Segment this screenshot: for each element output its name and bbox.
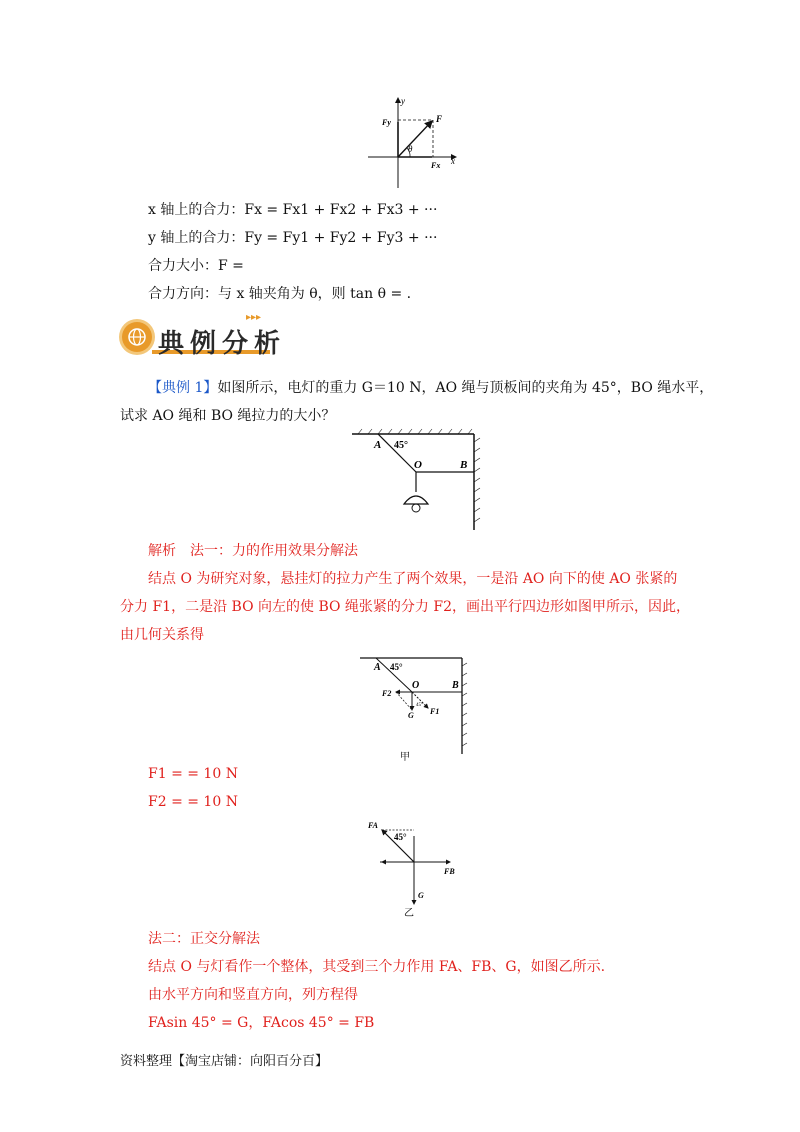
example-line-1 — [148, 378, 713, 398]
wall-hatch — [474, 438, 480, 522]
jia-label-a: A — [374, 662, 381, 673]
jia-label-small-angle: 45° — [416, 703, 423, 708]
magnitude-formula: 合力大小：F = — [148, 258, 244, 274]
banner-title: 典例分析 — [158, 329, 287, 359]
x-sum-expr: Fx = Fx1 + Fx2 + Fx3 + ··· — [244, 202, 438, 218]
banner-emblem-icon — [122, 322, 152, 352]
jia-label-angle: 45° — [390, 662, 403, 672]
lamp-figure — [348, 428, 488, 532]
force-f-arrow — [398, 121, 432, 157]
label-b: B — [460, 459, 468, 471]
banner-arrows: ▸▸▸ — [246, 312, 262, 323]
example-line-2: 试求 AO 绳和 BO 绳拉力的大小？ — [120, 408, 336, 424]
figure-jia — [356, 654, 476, 768]
equation-f1: F1 = = 10 N — [148, 766, 238, 782]
yi-label-fb: FB — [444, 867, 455, 876]
y-sum-formula — [148, 228, 437, 248]
y-sum-expr: Fy = Fy1 + Fy2 + Fy3 + ··· — [244, 230, 438, 246]
lamp-bulb — [412, 504, 420, 512]
solution-heading: 解析 法一：力的作用效果分解法 — [148, 543, 358, 559]
f-label: F — [436, 114, 443, 124]
jia-wall-hatch — [462, 663, 467, 746]
jia-label-o: O — [412, 680, 420, 691]
x-sum-formula — [148, 200, 437, 220]
method2-line-2: 由水平方向和竖直方向，列方程得 — [148, 987, 358, 1003]
jia-label-f1: F1 — [430, 707, 440, 716]
example-tag: 【典例 1】 — [148, 380, 218, 396]
yi-label-g: G — [418, 891, 424, 900]
method2-line-1: 结点 O 与灯看作一个整体，其受到三个力作用 FA、FB、G，如图乙所示. — [148, 959, 606, 975]
label-a: A — [374, 439, 382, 451]
fy-label: Fy — [382, 118, 391, 127]
yi-label-fa: FA — [368, 821, 378, 830]
solution-para-1: 结点 O 为研究对象，悬挂灯的拉力产生了两个效果，一是沿 AO 向下的使 AO 张紧的 — [148, 571, 678, 587]
lamp-shade — [404, 496, 428, 504]
jia-parallel-dash — [396, 692, 412, 710]
direction-formula: 合力方向：与 x 轴夹角为 θ，则 tan θ = . — [148, 286, 412, 302]
solution-para-2: 分力 F1，二是沿 BO 向左的使 BO 绳张紧的分力 F2，画出平行四边形如图甲所示，因此， — [120, 599, 690, 615]
y-axis-label: y — [401, 96, 405, 106]
fx-label: Fx — [431, 161, 441, 170]
label-angle: 45° — [394, 440, 408, 451]
solution-para-3: 由几何关系得 — [120, 627, 204, 643]
yi-label-angle: 45° — [394, 832, 407, 842]
jia-label-f2: F2 — [382, 689, 392, 698]
axis-decomposition-figure — [360, 92, 470, 192]
y-sum-label: y 轴上的合力： — [148, 230, 245, 246]
example-text-1: 如图所示，电灯的重力 G＝10 N，AO 绳与顶板间的夹角为 45°，BO 绳水平， — [217, 380, 714, 396]
x-axis-label: x — [451, 156, 455, 166]
footer-text: 资料整理【淘宝店铺：向阳百分百】 — [120, 1054, 329, 1069]
theta-label: θ — [408, 144, 413, 154]
jia-caption: 甲 — [400, 752, 410, 763]
yi-caption: 乙 — [404, 908, 414, 919]
x-sum-label: x 轴上的合力： — [148, 202, 245, 218]
figure-yi — [360, 816, 470, 920]
method2-heading: 法二：正交分解法 — [148, 931, 260, 947]
method2-equation: FAsin 45° = G，FAcos 45° = FB — [148, 1015, 375, 1031]
jia-label-g: G — [408, 711, 414, 720]
equation-f2: F2 = = 10 N — [148, 794, 238, 810]
label-o: O — [414, 459, 422, 471]
jia-label-b: B — [452, 680, 459, 691]
